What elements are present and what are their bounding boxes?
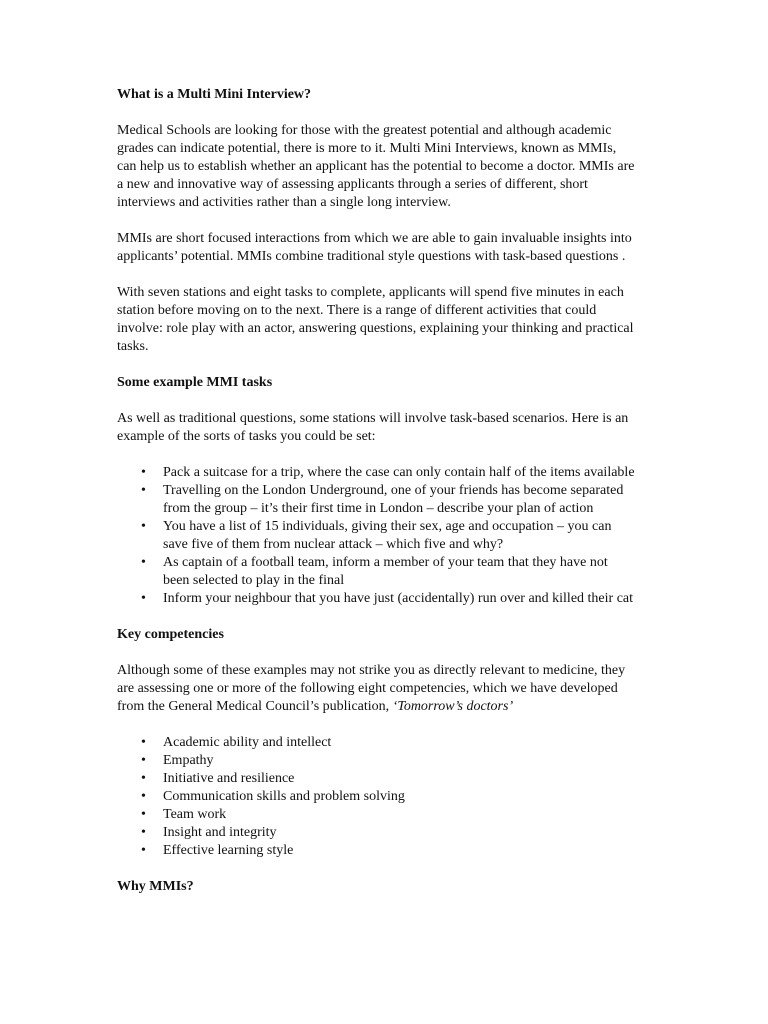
list-item-text: Team work xyxy=(163,807,227,822)
paragraph-text: Although some of these examples may not strike you as directly relevant to medicine, they are assessing one or more of the following eight competencies, which we have developed from the General Medical Council’s publication, xyxy=(117,663,626,714)
list-item xyxy=(117,752,637,770)
bullet-icon: • xyxy=(141,843,146,858)
list-item-text: Initiative and resilience xyxy=(163,771,295,786)
list-item-text: Pack a suitcase for a trip, where the case can only contain half of the items available xyxy=(163,465,635,480)
bullet-icon: • xyxy=(141,753,146,768)
paragraph-stations: With seven stations and eight tasks to complete, applicants will spend five minutes in each station before moving on to the next. There is a range of different activities that could involve: role play with an actor, answering questions, explaining your thinking and practical tasks. xyxy=(117,285,634,354)
paragraph-short-interactions: MMIs are short focused interactions from which we are able to gain invaluable insights into applicants’ potential. MMIs combine traditional style questions with task-based questions . xyxy=(117,231,632,264)
list-item xyxy=(117,824,637,842)
list-item xyxy=(117,842,637,860)
list-item-text: As captain of a football team, inform a member of your team that they have not been selected to play in the final xyxy=(163,555,608,588)
bullet-icon: • xyxy=(141,825,146,840)
publication-title: ‘Tomorrow’s doctors’ xyxy=(392,699,514,714)
document-page xyxy=(117,86,637,914)
bullet-icon: • xyxy=(141,807,146,822)
bullet-icon: • xyxy=(141,555,146,570)
paragraph-competencies-intro xyxy=(117,662,637,716)
list-item-text: Insight and integrity xyxy=(163,825,277,840)
list-item xyxy=(117,734,637,752)
competency-list xyxy=(117,734,637,860)
paragraph-task-intro: As well as traditional questions, some stations will involve task-based scenarios. Here is an example of the sorts of tasks you could be set: xyxy=(117,411,629,444)
list-item xyxy=(117,518,637,554)
list-item xyxy=(117,806,637,824)
list-item-text: Travelling on the London Underground, one of your friends has become separated from the group – it’s their first time in London – describe your plan of action xyxy=(163,483,624,516)
list-item-text: Academic ability and intellect xyxy=(163,735,332,750)
list-item-text: Empathy xyxy=(163,753,214,768)
bullet-icon: • xyxy=(141,483,146,498)
bullet-icon: • xyxy=(141,771,146,786)
paragraph-intro: Medical Schools are looking for those with the greatest potential and although academic grades can indicate potential, there is more to it. Multi Mini Interviews, known as MMIs, can help us to establish whether an applicant has the potential to become a doctor. MMIs are a new and innovative way of assessing applicants through a series of different, short interviews and activities rather than a single long interview. xyxy=(117,123,635,210)
bullet-icon: • xyxy=(141,519,146,534)
heading-key-competencies: Key competencies xyxy=(117,627,224,642)
list-item xyxy=(117,590,637,608)
heading-example-tasks: Some example MMI tasks xyxy=(117,375,273,390)
list-item xyxy=(117,464,637,482)
heading-what-is-mmi: What is a Multi Mini Interview? xyxy=(117,87,312,102)
list-item xyxy=(117,554,637,590)
bullet-icon: • xyxy=(141,591,146,606)
heading-why-mmis: Why MMIs? xyxy=(117,879,194,894)
list-item xyxy=(117,788,637,806)
bullet-icon: • xyxy=(141,789,146,804)
bullet-icon: • xyxy=(141,735,146,750)
list-item xyxy=(117,482,637,518)
list-item-text: You have a list of 15 individuals, giving their sex, age and occupation – you can save five of them from nuclear attack – which five and why? xyxy=(163,519,612,552)
bullet-icon: • xyxy=(141,465,146,480)
task-list xyxy=(117,464,637,608)
list-item-text: Communication skills and problem solving xyxy=(163,789,405,804)
list-item xyxy=(117,770,637,788)
list-item-text: Effective learning style xyxy=(163,843,294,858)
list-item-text: Inform your neighbour that you have just (accidentally) run over and killed their cat xyxy=(163,591,634,606)
